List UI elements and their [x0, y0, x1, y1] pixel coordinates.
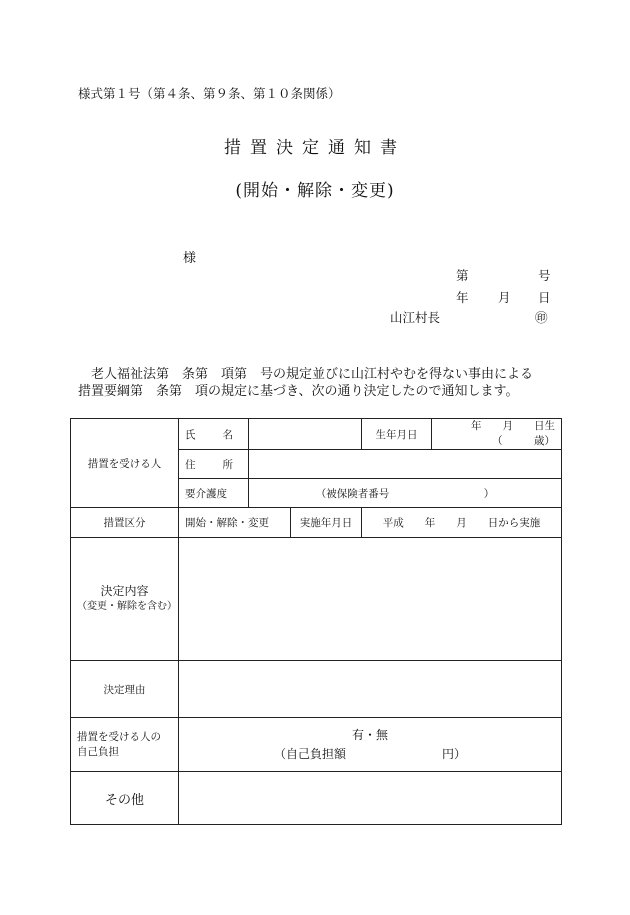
care-level-label: 要介護度 — [179, 479, 249, 508]
row-decision-reason — [71, 661, 562, 718]
dob-label: 生年月日 — [362, 419, 432, 450]
row-other — [71, 772, 562, 825]
decision-content-label-line-2: （変更・解除を含む） — [77, 601, 177, 612]
row-measure-category — [71, 508, 562, 538]
row-name — [71, 419, 562, 450]
name-label: 氏 名 — [179, 419, 249, 450]
measure-category-label: 措置区分 — [71, 508, 179, 538]
date-month: 月 — [498, 290, 511, 305]
decision-form-table — [70, 418, 562, 825]
dob-field[interactable] — [432, 419, 562, 450]
recipient-label: 措置を受ける人 — [71, 419, 179, 508]
seal-mark: ㊞ — [535, 310, 548, 325]
date-day: 日 — [538, 290, 551, 305]
address-field[interactable] — [249, 450, 562, 479]
address-label: 住 所 — [179, 450, 249, 479]
decision-reason-field[interactable] — [179, 661, 562, 718]
other-label: その他 — [71, 772, 179, 825]
issuer-name: 山江村長 — [390, 310, 441, 325]
self-pay-label-line-1: 措置を受ける人の — [77, 730, 161, 743]
document-subtitle: (開始・解除・変更) — [235, 181, 395, 201]
row-self-pay — [71, 718, 562, 772]
self-pay-value-line-2: （自己負担額 円） — [273, 746, 466, 761]
document-number-prefix: 第 — [456, 268, 469, 283]
self-pay-label — [71, 718, 179, 772]
form-number: 様式第１号（第４条、第９条、第１０条関係） — [78, 86, 341, 101]
document-title: 措置決定通知書 — [224, 138, 406, 158]
dob-value-line-2: （ 歳） — [492, 435, 555, 447]
name-field[interactable] — [249, 419, 362, 450]
notice-body — [78, 366, 533, 400]
other-field[interactable] — [179, 772, 562, 825]
notice-body-line-1: 老人福祉法第 条第 項第 号の規定並びに山江村やむを得ない事由による — [91, 367, 534, 382]
dob-value-line-1: 年 月 日生 — [471, 420, 555, 432]
date-year: 年 — [456, 290, 469, 305]
implementation-date-label: 実施年月日 — [291, 508, 362, 538]
row-decision-content — [71, 538, 562, 661]
implementation-date-value[interactable]: 平成 年 月 日から実施 — [362, 508, 562, 538]
addressee-honorific: 様 — [183, 251, 197, 266]
decision-content-field[interactable] — [179, 538, 562, 661]
decision-content-label-line-1: 決定内容 — [100, 584, 149, 598]
self-pay-value-line-1: 有・無 — [351, 727, 388, 742]
self-pay-field[interactable] — [179, 718, 562, 772]
document-number-suffix: 号 — [538, 268, 551, 283]
decision-content-label — [71, 538, 179, 661]
self-pay-label-line-2: 自己負担 — [77, 745, 119, 758]
insured-number-field[interactable]: （被保険者番号 ） — [249, 479, 562, 508]
notice-body-line-2: 措置要綱第 条第 項の規定に基づき、次の通り決定したので通知します。 — [78, 384, 519, 399]
measure-category-value[interactable]: 開始・解除・変更 — [179, 508, 291, 538]
decision-reason-label: 決定理由 — [71, 661, 179, 718]
